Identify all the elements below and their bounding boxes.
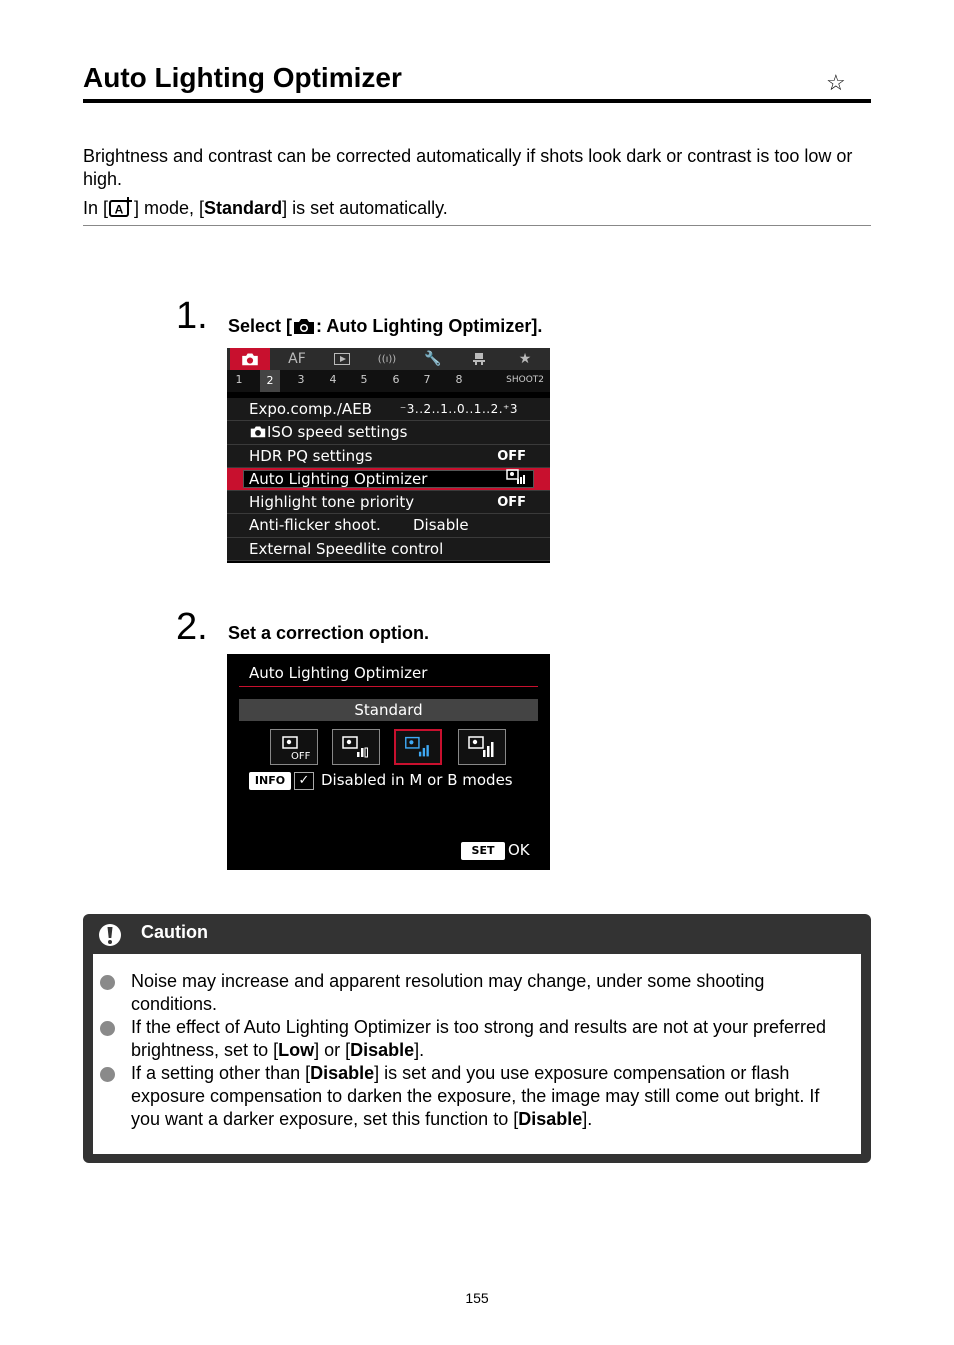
intro-rule <box>83 225 871 226</box>
wireless-icon: ((ı)) <box>377 353 397 365</box>
step-number: 2. <box>176 606 208 648</box>
custom-function-icon <box>472 352 486 366</box>
tab-custom-functions[interactable] <box>459 348 499 370</box>
menu-item-highlight-tone[interactable] <box>227 491 550 514</box>
list-bold: Disable <box>518 1109 583 1129</box>
subtab-label: SHOOT2 <box>506 375 544 385</box>
set-button-badge[interactable]: SET <box>461 842 505 860</box>
menu-list <box>227 398 550 561</box>
menu-item-label: Highlight tone priority <box>249 493 415 512</box>
tab-wireless[interactable] <box>367 348 407 370</box>
option-low[interactable] <box>332 729 380 765</box>
tab-my-menu[interactable] <box>505 348 545 370</box>
title-rule <box>83 99 871 103</box>
menu-item-label <box>249 423 407 441</box>
step-text: : Auto Lighting Optimizer]. <box>316 316 543 336</box>
tab-setup[interactable] <box>413 348 453 370</box>
bullet-dot <box>100 1067 115 1082</box>
list-item <box>93 1062 853 1131</box>
menu-item-label: External Speedlite control <box>249 539 444 558</box>
list-item <box>93 970 853 1016</box>
option-disable[interactable] <box>270 729 318 765</box>
step-instruction <box>228 315 542 340</box>
menu-item-text: ISO speed settings <box>267 423 408 442</box>
tab-playback[interactable] <box>322 348 362 370</box>
intro-text: In [ <box>83 198 109 218</box>
menu-item-anti-flicker[interactable] <box>227 514 550 537</box>
menu-item-value: Disable <box>413 516 469 535</box>
list-text: If a setting other than [ <box>131 1063 311 1083</box>
menu-item-label: Anti-flicker shoot. <box>249 516 381 535</box>
caution-list <box>93 970 853 1131</box>
menu-item-speedlite[interactable] <box>227 538 550 561</box>
page-number: 155 <box>465 1290 489 1306</box>
menu-item-iso[interactable] <box>227 421 550 444</box>
list-text: ]. <box>414 1040 425 1060</box>
ok-label: OK <box>508 841 530 859</box>
screen-title-rule <box>239 686 538 687</box>
step-instruction: Set a correction option. <box>228 623 430 643</box>
menu-item-expo-comp[interactable] <box>227 398 550 421</box>
list-text: ] or [ <box>314 1040 351 1060</box>
alo-low-icon <box>333 730 379 764</box>
playback-icon <box>334 353 350 365</box>
option-high[interactable] <box>458 729 506 765</box>
intro-paragraph <box>83 145 871 191</box>
intro-line-2 <box>83 197 448 220</box>
list-text: If the effect of Auto Lighting Optimizer is too strong and results are not at your preferred brightness, set to [ <box>131 1017 827 1060</box>
intro-bold: Standard <box>204 198 283 218</box>
menu-item-hdr-pq[interactable] <box>227 445 550 468</box>
step-text: Select [ <box>228 316 293 336</box>
alo-standard-icon <box>506 468 526 491</box>
menu-item-auto-lighting-optimizer[interactable] <box>227 468 550 491</box>
option-standard[interactable] <box>394 729 442 765</box>
subtab-active[interactable]: 2 <box>260 370 280 392</box>
info-button-badge[interactable]: INFO <box>249 772 291 790</box>
svg-text:OFF: OFF <box>291 751 311 762</box>
subtab[interactable]: 7 <box>423 373 431 386</box>
alo-off-icon <box>271 730 317 764</box>
alo-setting-screen <box>227 654 550 870</box>
shooting-menu-screen <box>227 348 550 563</box>
star-icon: ★ <box>518 351 532 367</box>
list-item <box>93 1016 853 1062</box>
menu-item-label: Expo.comp./AEB <box>249 400 372 418</box>
screen-title: Auto Lighting Optimizer <box>249 664 428 682</box>
disabled-mb-label: Disabled in M or B modes <box>321 771 513 789</box>
list-bold: Disable <box>310 1063 375 1083</box>
list-bold: Disable <box>350 1040 415 1060</box>
camera-icon <box>240 352 260 366</box>
svg-text:A: A <box>114 202 124 217</box>
intro-text: ] mode, [ <box>134 198 205 218</box>
bullet-dot <box>100 1021 115 1036</box>
intro-line-1: Brightness and contrast can be corrected automatically if shots look dark or contrast is too low or high. <box>83 146 853 189</box>
subtab[interactable]: 8 <box>455 373 463 386</box>
step-number: 1. <box>176 295 208 337</box>
menu-subtab-bar <box>227 370 550 392</box>
subtab[interactable]: 5 <box>360 373 368 386</box>
bullet-dot <box>100 975 115 990</box>
intro-text: ] is set automatically. <box>282 198 448 218</box>
camera-icon <box>249 425 267 438</box>
subtab[interactable]: 6 <box>392 373 400 386</box>
star-icon: ☆ <box>826 70 846 95</box>
disabled-mb-checkbox[interactable]: ✓ <box>294 772 314 790</box>
camera-icon <box>292 317 316 340</box>
menu-item-value: OFF <box>497 448 526 464</box>
list-text: ]. <box>582 1109 593 1129</box>
caution-heading: Caution <box>141 922 208 942</box>
selected-option-label: Standard <box>239 699 538 721</box>
menu-item-label: HDR PQ settings <box>249 446 373 465</box>
menu-item-value: OFF <box>497 495 526 511</box>
list-text: ] is set and you use exposure compensation or flash exposure compensation to darken the exposure, the image may still come out bright. If you want a darker exposure, set this function to [ <box>131 1063 820 1129</box>
wrench-icon: 🔧 <box>424 351 442 367</box>
subtab[interactable]: 1 <box>235 373 243 386</box>
subtab[interactable]: 3 <box>297 373 305 386</box>
tab-shooting[interactable] <box>230 348 270 370</box>
alo-standard-icon <box>396 731 440 763</box>
list-bold: Low <box>278 1040 315 1060</box>
exposure-scale: ⁻3..2..1..0..1..2.⁺3 <box>399 402 518 416</box>
menu-item-label: Auto Lighting Optimizer <box>249 469 428 488</box>
caution-icon <box>98 923 122 952</box>
alo-high-icon <box>459 730 505 764</box>
tab-af[interactable]: AF <box>288 351 306 367</box>
page-title: Auto Lighting Optimizer <box>83 62 402 93</box>
menu-tab-bar <box>227 348 550 370</box>
subtab[interactable]: 4 <box>329 373 337 386</box>
scene-intelligent-auto-icon <box>109 197 133 217</box>
list-text: Noise may increase and apparent resolution may change, under some shooting conditions. <box>131 971 765 1014</box>
